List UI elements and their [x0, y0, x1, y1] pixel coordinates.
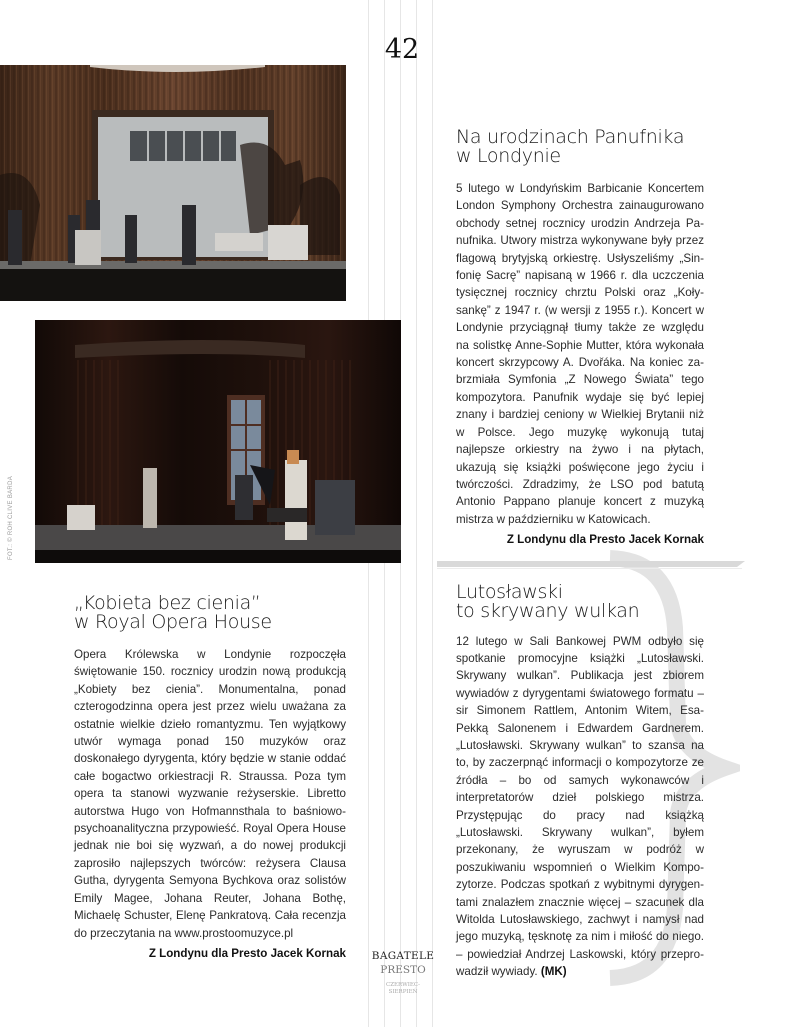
footer-issue-line: CZERWIEC-: [386, 982, 420, 988]
article-title-lutoslawski: [456, 580, 704, 622]
author-tag: (MK): [540, 965, 567, 979]
right-column: [456, 128, 704, 981]
article-title-kobieta: [74, 594, 346, 632]
photo-credit: FOT.: © ROH CLIVE BARDA: [8, 475, 14, 560]
page-number: 42: [384, 34, 420, 65]
opera-stage-photo-1: [0, 65, 346, 301]
footer-magazine: PRESTO: [380, 964, 426, 976]
article-body-lutoslawski: [456, 633, 704, 981]
footer-section: BAGATELE: [371, 950, 435, 962]
title-line: w Royal Opera House: [74, 611, 272, 633]
body-text: 12 lutego w Sali Bankowej PWM odbyło się spotkanie promocyjne książki „Lutosławski. Skrywany wulkan”. Publikacja jest zbiorem wywiadów z dyrygentami światowego formatu – sir Simonem Rattlem, Antonim Witem, Esa-Pekką Salonenem i Edwardem Gardnerem. „Lutosławski. Skrywany wulkan” to szansa na to, by zaczerpnąć informacji o kompozytorze ze źródła – bo od samych wykonawców i interpretatorów dzieł polskiego mistrza. Przystępując do pracy nad książką „Lutosławski. Skrywany wulkan”, byłem przekonany, że wyruszam w podróż w poszukiwaniu wspomnień o Wielkim Kompozytorze. Podczas spotkań z wybitnymi dyrygentami znalazłem znacznie więcej – szacunek dla Witolda Lutosławskiego, zachwyt i namysł nad jego muzyką, tęsknotę za nim i miłość do niego. – powiedział Andrzej Laskowski, który przeprowadził wywiady.: [456, 634, 704, 979]
decorative-rule: [416, 0, 417, 1027]
title-line: „Kobieta bez cienia”: [74, 592, 261, 614]
magazine-footer: [362, 950, 444, 996]
title-line: to skrywany wulkan: [456, 599, 640, 622]
section-divider-line: [437, 568, 742, 569]
title-line: Na urodzinach Panufnika: [456, 126, 685, 148]
section-divider-wrap: [456, 561, 704, 575]
opera-stage-photo-2: [35, 320, 401, 563]
article-signature-kobieta: Z Londynu dla Presto Jacek Kornak: [148, 946, 346, 960]
footer-issue-line: SIERPIEŃ: [388, 989, 418, 995]
section-divider: [437, 561, 737, 567]
title-line: w Londynie: [456, 145, 561, 167]
article-signature-panufnik: Z Londynu dla Presto Jacek Kornak: [506, 533, 704, 547]
footer-issue: [362, 982, 444, 996]
decorative-rule: [432, 0, 433, 1027]
article-body-kobieta: Opera Królewska w Londynie rozpoczęła świętowanie 150. rocznicy urodzin nową produkcją „Kobiety bez cienia”. Monumentalna, ponad czterogodzinna opera jest przez wielu uważana za ostatnie wielkie dzieło romantyzmu. Ten wyjątkowy utwór wymaga ponad 150 muzyków oraz doskonałego dyrygenta, który będzie w stanie oddać całe bogactwo orkiestracji R. Straussa. Poza tym opera ta stanowi wyzwanie reżyserskie. Libretto autorstwa Hugo von Hofmannsthala to baśniowo-psychoanalityczna przypowieść. Royal Opera House jednak nie boi się wyzwań, a do nowej produkcji zaprosiło najlepszych twórców: reżysera Clausa Gutha, dyrygenta Semyona Bychkova oraz solistów Emily Magee, Johana Reuter, Johana Bothę, Michaelę Schuster, Elenę Pankratovą. Cała recenzja do przeczytania na www.prostoomuzyce.pl: [74, 648, 346, 940]
article-body-panufnik: 5 lutego w Londyńskim Barbicanie Koncertem London Symphony Orchestra zainaugurowano obchody setnej rocznicy urodzin Andrzeja Panufnika. Utwory mistrza wykonywane były przez flagową brytyjską orkiestrę. Usłyszeliśmy „Sinfonię Sacrę” napisaną w 1966 r. dla uczczenia tysięcznej rocznicy chrztu Polski oraz „Kołysankę” z 1947 r. (w wersji z 1955 r.). Koncert w Londynie przyciągnął tłumy także ze względu na solistkę Anne-Sophie Mutter, która wykonała koncert skrzypcowy A. Dvořáka. Na koniec zabrzmiała Symfonia „Z Nowego Świata” tego kompozytora. Panufnik wydaje się być lepiej znany i bardziej ceniony w Wielkiej Brytanii niż w Polsce. Jego muzykę wykonują tutaj najlepsze orkiestry na żywo i na płytach, ukazują się książki poświęcone jego życiu i twórczości. Zdradzimy, że LSO pod batutą Antonio Pappano planuje koncert z muzyką mistrza w październiku w Katowicach.: [456, 182, 704, 526]
left-column: [74, 594, 346, 962]
article-title-panufnik: [456, 128, 704, 166]
title-line: Lutosławski: [456, 580, 563, 603]
